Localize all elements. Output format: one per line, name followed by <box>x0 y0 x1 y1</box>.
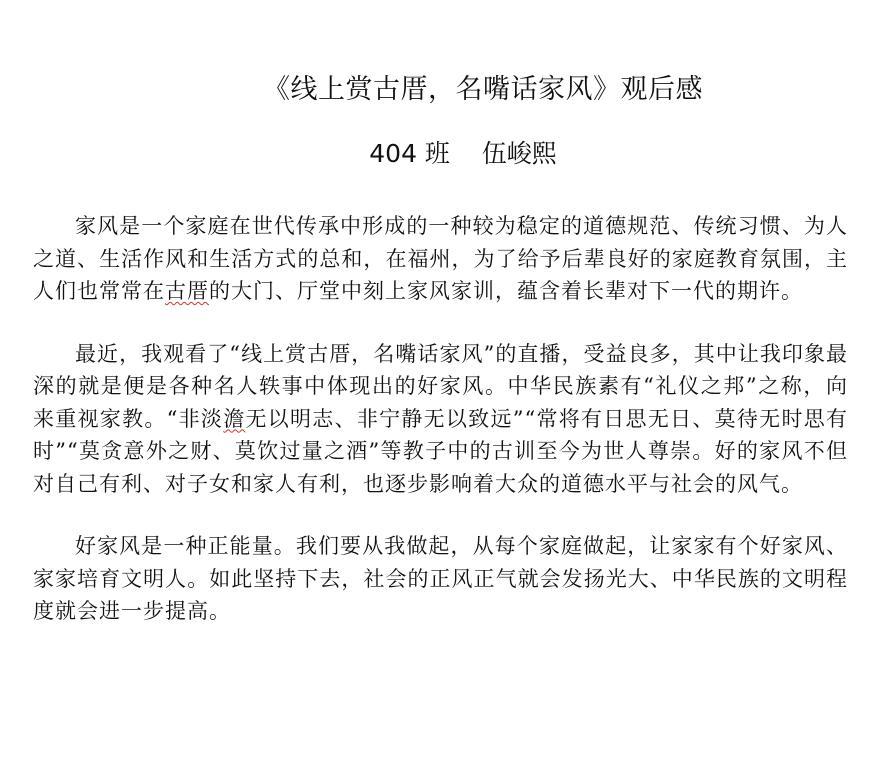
paragraph-text: 家风是一个家庭在世代传承中形成的一种较为稳定的道德规范、传统习惯、为人之道、生活作风和生活方式的总和，在福州，为了给予后辈良好的家庭教育氛围，主人们也常常在 <box>33 214 848 303</box>
document-title: 《线上赏古厝，名嘴话家风》观后感 <box>263 74 703 105</box>
spellcheck-flagged-word[interactable]: 古厝 <box>165 279 209 303</box>
spellcheck-flagged-word[interactable]: 澹 <box>223 406 246 431</box>
paragraph-3 <box>33 530 848 628</box>
paragraph-text: 无以明志、非宁静无以致远”“常将有日思无日、莫待无时思有时”“莫贪意外之财、莫饮过量之酒”等教子中的古训至今为世人尊崇。好的家风不但对自己有利、对子女和家人有利，也逐步影响着大众的道德水平与社会的风气。 <box>33 406 848 496</box>
document-body <box>33 210 848 628</box>
paragraph-2 <box>33 338 848 501</box>
paragraph-1 <box>33 210 848 308</box>
paragraph-text: 的大门、厅堂中刻上家风家训，蕴含着长辈对下一代的期许。 <box>209 279 803 303</box>
paragraph-text: 好家风是一种正能量。我们要从我做起，从每个家庭做起，让家家有个好家风、家家培育文明人。如此坚持下去，社会的正风正气就会发扬光大、中华民族的文明程度就会进一步提高。 <box>33 534 848 623</box>
paragraph-text: 最近，我观看了“线上赏古厝，名嘴话家风”的直播，受益良多，其中让我印象最深的就是便是各种名人轶事中体现出的好家风。中华民族素有“礼仪之邦”之称，向来重视家教。“非淡 <box>33 341 848 431</box>
author-line: 404 班 伍峻熙 <box>369 139 557 168</box>
